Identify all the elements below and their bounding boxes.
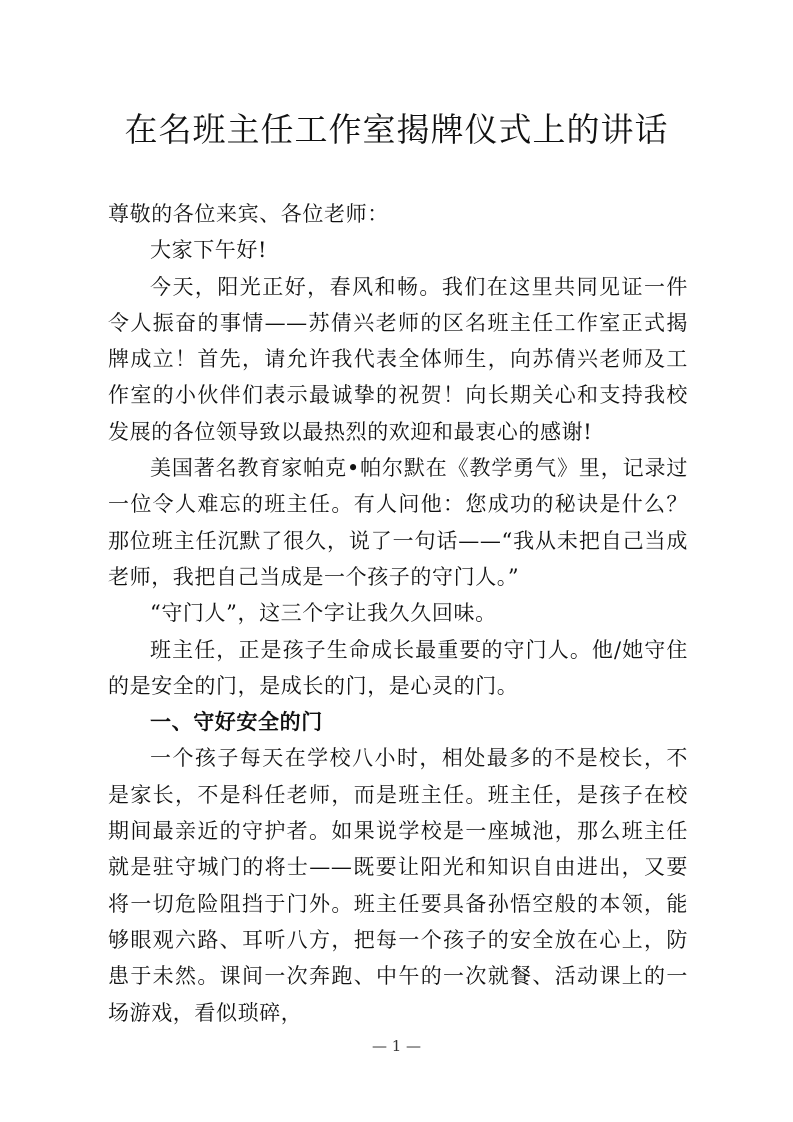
paragraph: “守门人”，这三个字让我久久回味。: [150, 601, 497, 626]
page-number: — 1 —: [371, 1037, 422, 1055]
paragraph: 大家下午好!: [150, 238, 268, 263]
document-body: [108, 196, 688, 1031]
paragraph: 美国著名教育家帕克•帕尔默在《教学勇气》里，记录过一位令人难忘的班主任。有人问他：您成功的秘诀是什么？那位班主任沉默了很久，说了一句话——“我从未把自己当成老师，我把自己当成是一个孩子的守门人。”: [108, 456, 688, 589]
salutation: 尊敬的各位来宾、各位老师：: [108, 202, 389, 226]
paragraph: 班主任，正是孩子生命成长最重要的守门人。他/她守住的是安全的门，是成长的门，是心灵的门。: [108, 637, 688, 698]
paragraph: 一个孩子每天在学校八小时，相处最多的不是校长，不是家长，不是科任老师，而是班主任。班主任，是孩子在校期间最亲近的守护者。如果说学校是一座城池，那么班主任就是驻守城门的将士——既要让阳光和知识自由进出，又要将一切危险阻挡于门外。班主任要具备孙悟空般的本领，能够眼观六路、耳听八方，把每一个孩子的安全放在心上，防患于未然。课间一次奔跑、中午的一次就餐、活动课上的一场游戏，看似琐碎，: [108, 746, 688, 1025]
section-heading: 一、守好安全的门: [150, 709, 323, 735]
paragraph: 今天，阳光正好，春风和畅。我们在这里共同见证一件令人振奋的事情——苏倩兴老师的区名班主任工作室正式揭牌成立！首先，请允许我代表全体师生，向苏倩兴老师及工作室的小伙伴们表示最诚挚的祝贺！向长期关心和支持我校发展的各位领导致以最热烈的欢迎和最衷心的感谢!: [108, 274, 688, 444]
document-title: 在名班主任工作室揭牌仪式上的讲话: [124, 110, 669, 149]
